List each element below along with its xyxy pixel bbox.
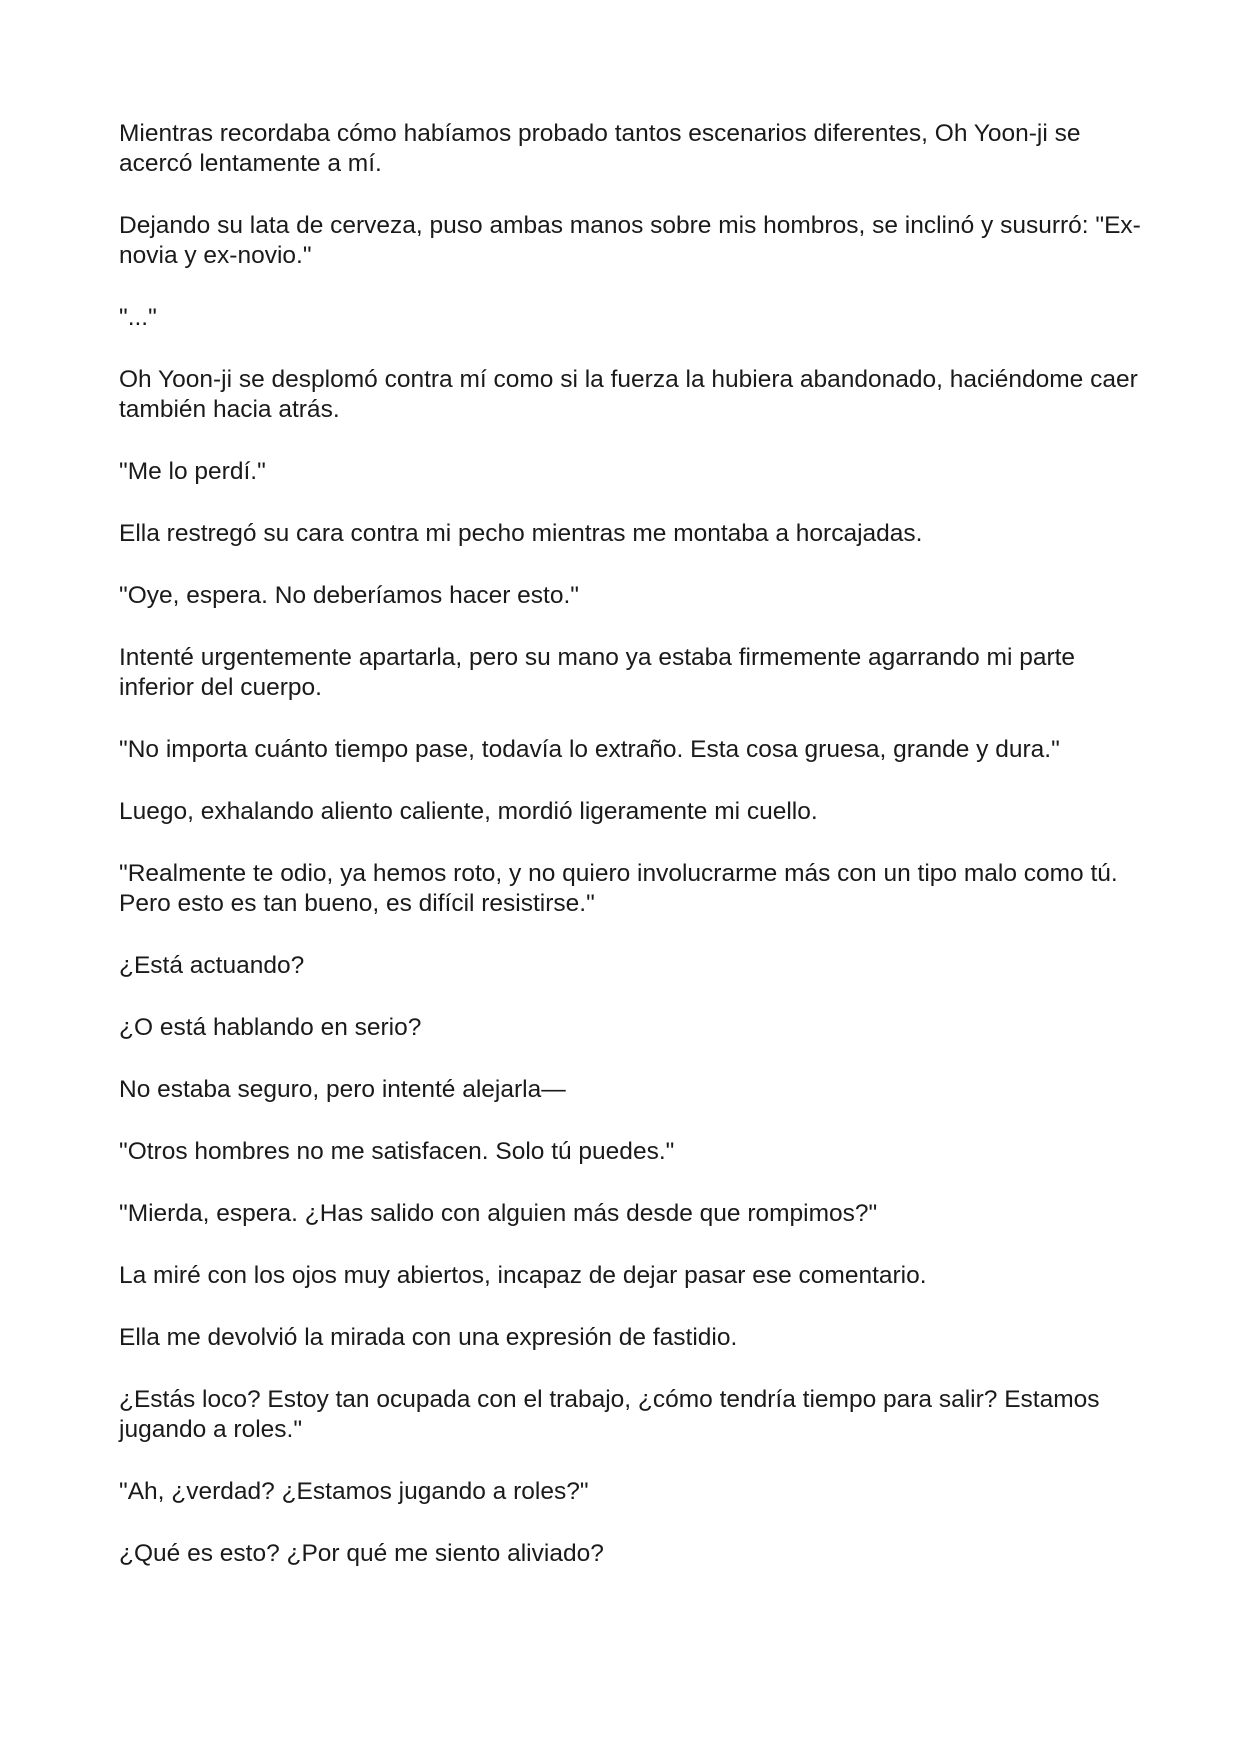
paragraph-2: Dejando su lata de cerveza, puso ambas manos sobre mis hombros, se inclinó y susurró: "Ex-novia y ex-novio." bbox=[119, 212, 1141, 269]
paragraph-20: "Ah, ¿verdad? ¿Estamos jugando a roles?" bbox=[119, 1478, 589, 1505]
paragraph-5: "Me lo perdí." bbox=[119, 458, 266, 485]
paragraph-4: Oh Yoon-ji se desplomó contra mí como si la fuerza la hubiera abandonado, haciéndome caer también hacia atrás. bbox=[119, 366, 1138, 423]
paragraph-15: "Otros hombres no me satisfacen. Solo tú puedes." bbox=[119, 1138, 675, 1165]
paragraph-18: Ella me devolvió la mirada con una expresión de fastidio. bbox=[119, 1324, 738, 1351]
paragraph-6: Ella restregó su cara contra mi pecho mientras me montaba a horcajadas. bbox=[119, 520, 923, 547]
paragraph-7: "Oye, espera. No deberíamos hacer esto." bbox=[119, 582, 579, 609]
paragraph-19: ¿Estás loco? Estoy tan ocupada con el trabajo, ¿cómo tendría tiempo para salir? Estamos jugando a roles." bbox=[119, 1386, 1100, 1443]
paragraph-21: ¿Qué es esto? ¿Por qué me siento aliviado? bbox=[119, 1540, 604, 1567]
document-body bbox=[119, 119, 1141, 1569]
paragraph-9: "No importa cuánto tiempo pase, todavía lo extraño. Esta cosa gruesa, grande y dura." bbox=[119, 736, 1060, 763]
paragraph-1: Mientras recordaba cómo habíamos probado tantos escenarios diferentes, Oh Yoon-ji se acercó lentamente a mí. bbox=[119, 120, 1081, 177]
paragraph-13: ¿O está hablando en serio? bbox=[119, 1014, 422, 1041]
paragraph-10: Luego, exhalando aliento caliente, mordió ligeramente mi cuello. bbox=[119, 798, 818, 825]
paragraph-16: "Mierda, espera. ¿Has salido con alguien más desde que rompimos?" bbox=[119, 1200, 878, 1227]
paragraph-17: La miré con los ojos muy abiertos, incapaz de dejar pasar ese comentario. bbox=[119, 1262, 927, 1289]
paragraph-8: Intenté urgentemente apartarla, pero su mano ya estaba firmemente agarrando mi parte inferior del cuerpo. bbox=[119, 644, 1076, 701]
paragraph-14: No estaba seguro, pero intenté alejarla— bbox=[119, 1076, 566, 1103]
paragraph-3: "..." bbox=[119, 304, 157, 331]
paragraph-11: "Realmente te odio, ya hemos roto, y no quiero involucrarme más con un tipo malo como tú. Pero esto es tan bueno, es difícil resistirse." bbox=[119, 860, 1118, 917]
paragraph-12: ¿Está actuando? bbox=[119, 952, 305, 979]
